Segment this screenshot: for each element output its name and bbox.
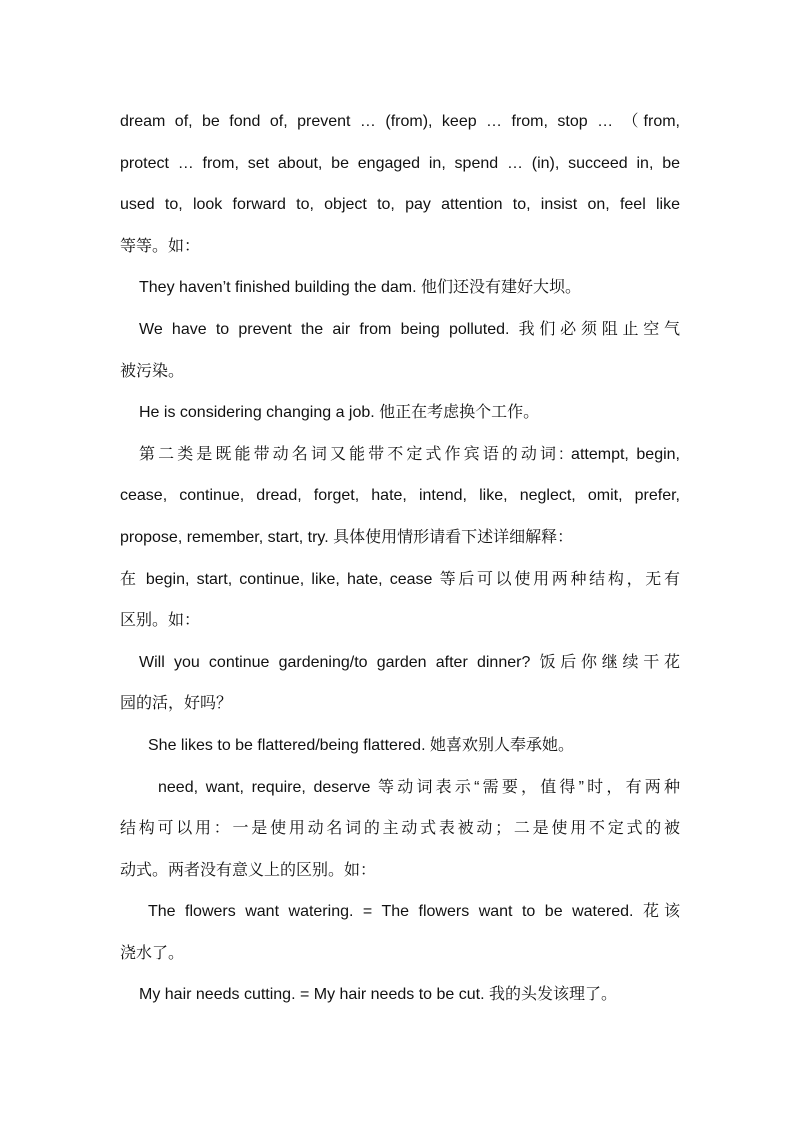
text-line: 结构可以用：一是使用动名词的主动式表被动；二是使用不定式的被: [120, 820, 680, 838]
example-sentence: The flowers want watering. = The flowers want to be watered. 花该: [148, 903, 680, 921]
paragraph-line: 在 begin, start, continue, like, hate, cease 等后可以使用两种结构，无有: [120, 570, 680, 588]
text-line: propose, remember, start, try. 具体使用情形请看下述详细解释：: [120, 528, 574, 546]
text-line: dream of, be fond of, prevent … (from), keep … from, stop … （from,: [120, 113, 680, 130]
text-line: 园的活，好吗？: [120, 695, 233, 713]
text-line: cease, continue, dread, forget, hate, intend, like, neglect, omit, prefer,: [120, 487, 680, 505]
text-line: 被污染。: [120, 362, 185, 380]
text-line: 等等。如：: [120, 237, 201, 255]
text-line: 区别。如：: [120, 612, 201, 630]
text-line: 动式。两者没有意义上的区别。如：: [120, 861, 377, 879]
example-sentence: She likes to be flattered/being flattered. 她喜欢别人奉承她。: [148, 736, 574, 754]
text-line: used to, look forward to, object to, pay attention to, insist on, feel like: [120, 196, 680, 214]
text-line: 浇水了。: [120, 944, 185, 962]
document-body: [120, 101, 680, 1016]
example-sentence: Will you continue gardening/to garden after dinner? 饭后你继续干花: [139, 653, 680, 671]
example-sentence: My hair needs cutting. = My hair needs to be cut. 我的头发该理了。: [139, 986, 617, 1004]
paragraph-line: 第二类是既能带动名词又能带不定式作宾语的动词: attempt, begin,: [139, 445, 680, 463]
example-sentence: They haven’t finished building the dam. 他们还没有建好大坝。: [139, 279, 581, 297]
example-sentence: We have to prevent the air from being polluted. 我们必须阻止空气: [139, 320, 680, 338]
example-sentence: He is considering changing a job. 他正在考虑换个工作。: [139, 404, 540, 422]
text-line: protect … from, set about, be engaged in, spend … (in), succeed in, be: [120, 154, 680, 172]
paragraph-line: need, want, require, deserve 等动词表示“需要，值得”时，有两种: [158, 778, 680, 796]
